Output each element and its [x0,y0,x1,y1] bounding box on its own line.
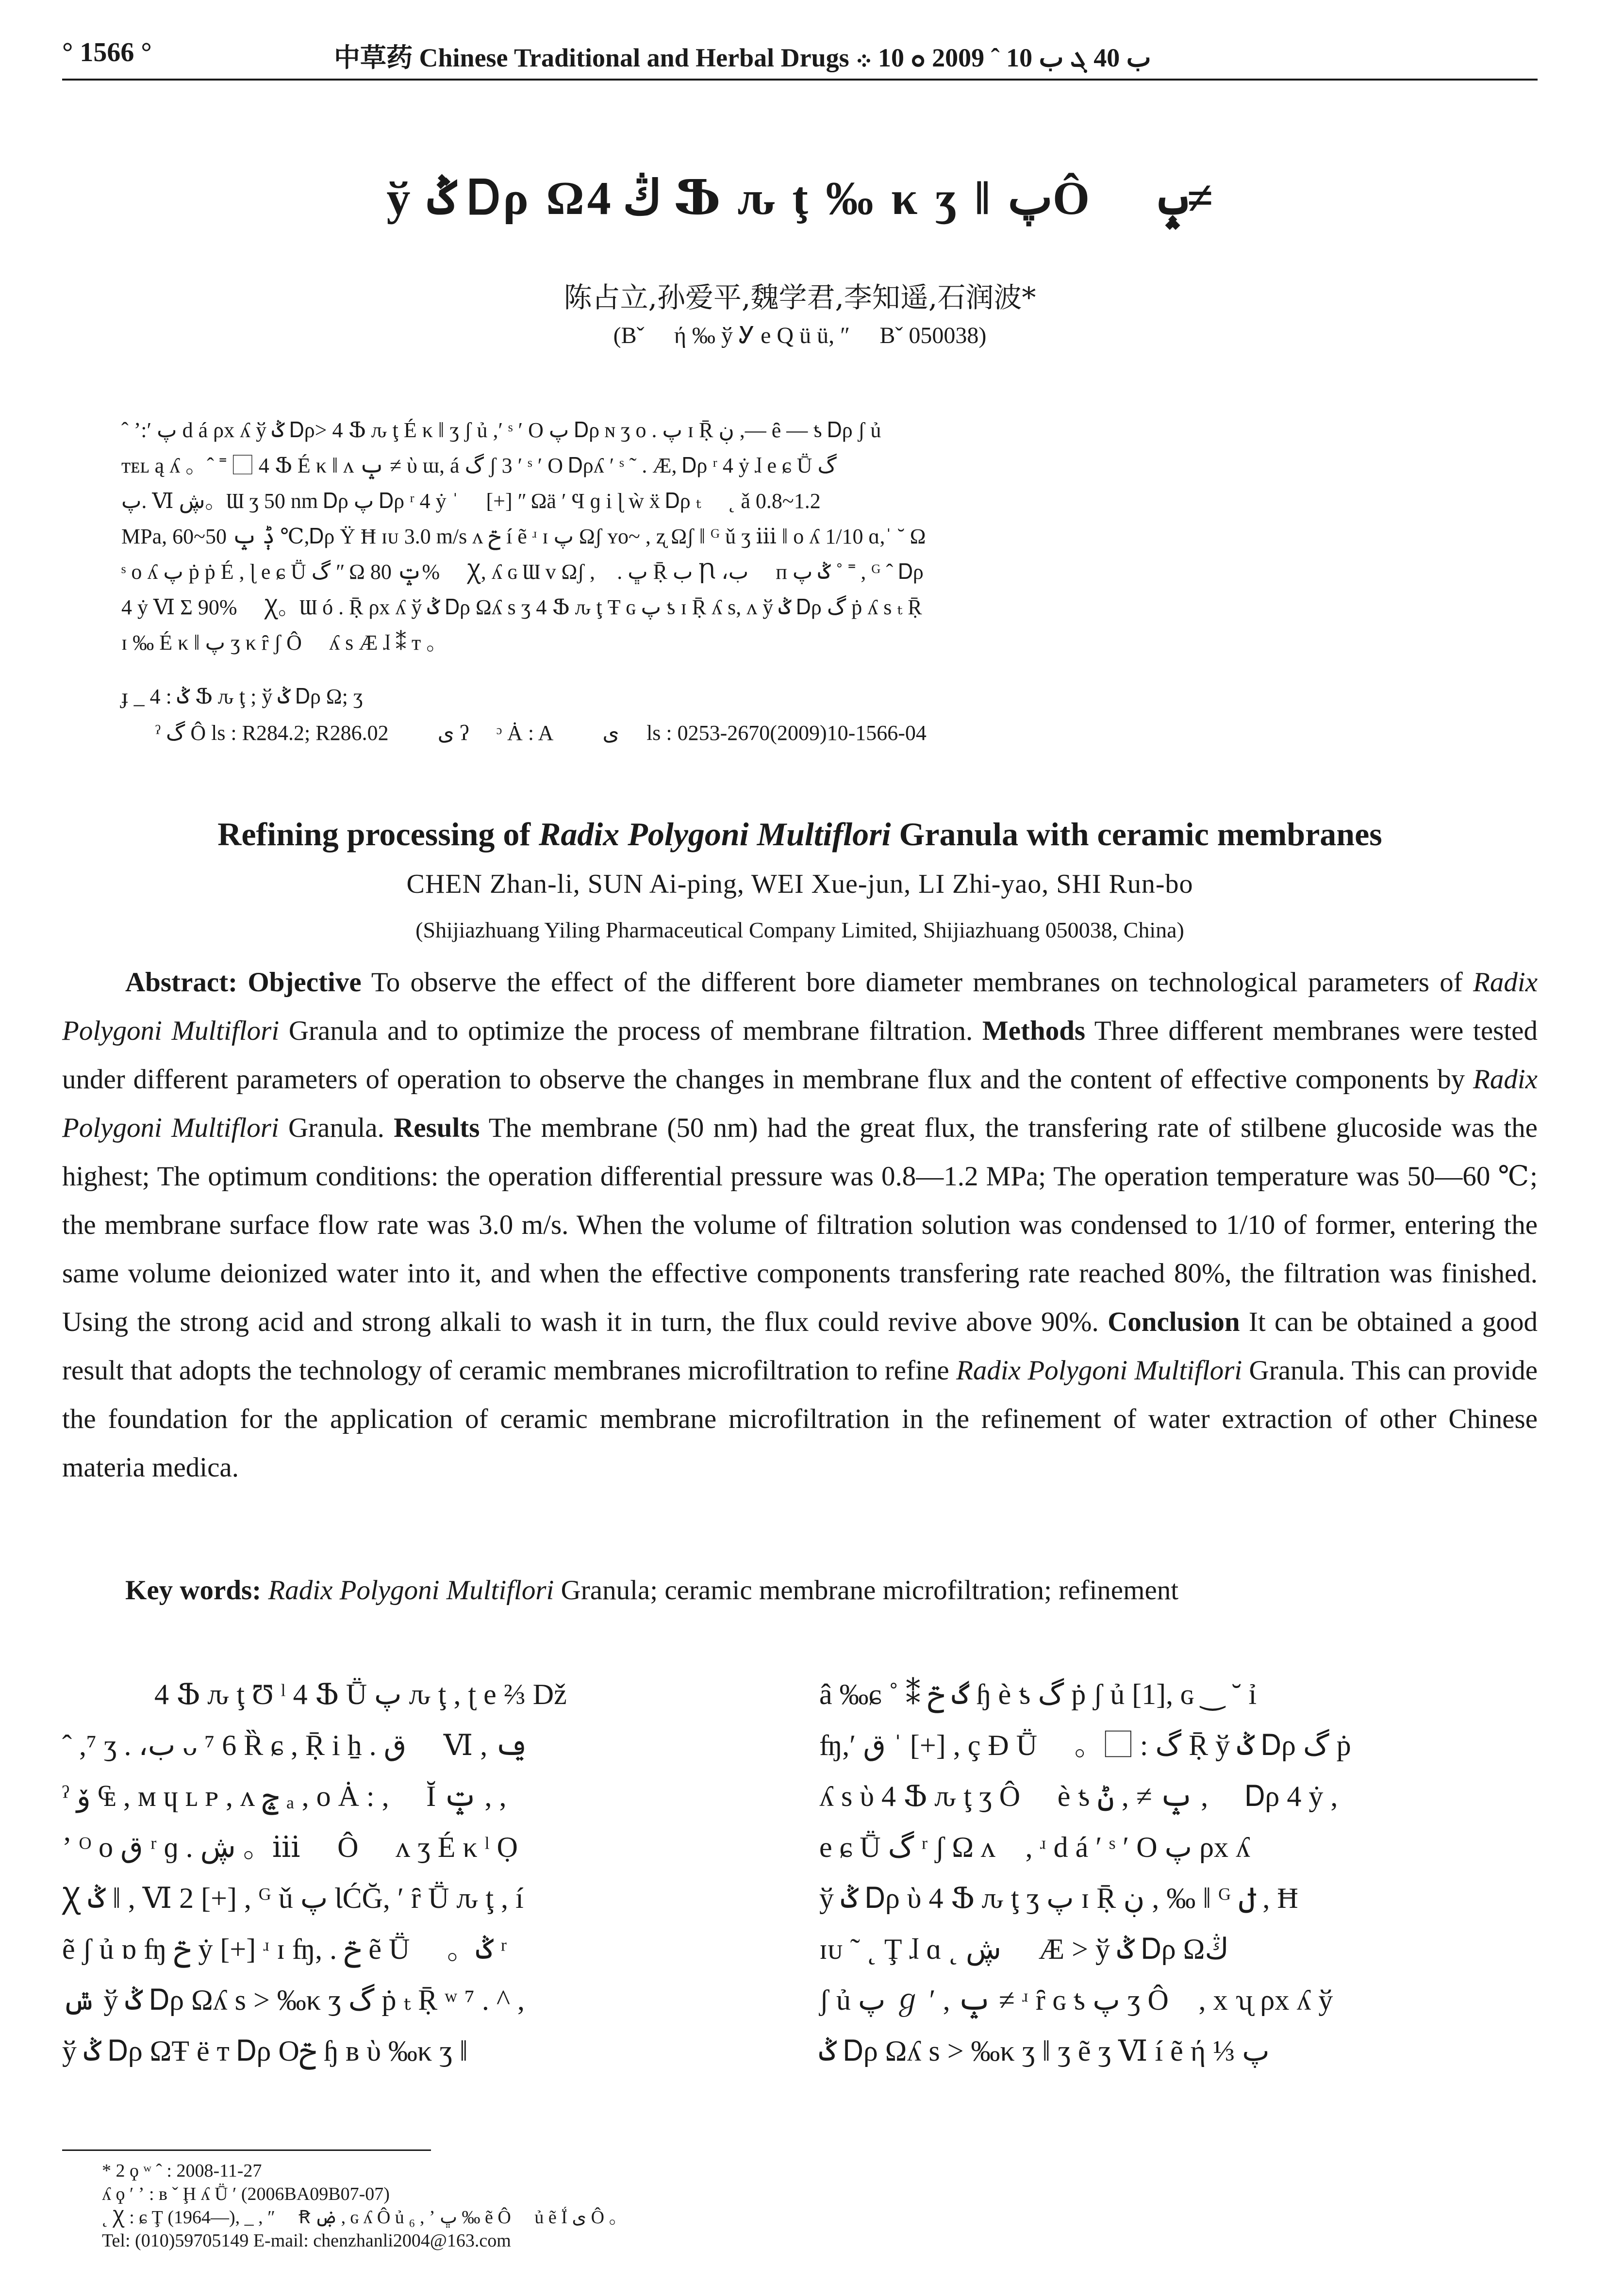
body-column-left [62,1669,780,2077]
footnote-author: ˛ Ꭓ : ɕ Ţ (1964—), _ , ″ ⃞ Ꞧ ۻ , ɢ ʎ Ô ủ ₆ , ʼ ڀ ‰ ẽ Ô ⃞ ủ ẽ Ḯ ی Ô 。 [102,2207,628,2228]
journal-header: 中草药 Chinese Traditional and Herbal Drugs ب 40 ܓ ب 10 ˆ 2009 ܘ 10 ܀ [334,43,1151,72]
en-title [62,815,1538,853]
conclusion-italic: Radix Polygoni Multiflori [956,1355,1242,1386]
footnote-received: * 2 ϙ ʷ ˆ : 2008-11-27 [102,2161,262,2181]
cn-abstract-line: ᴛᴇʟ ą ʎ 。ˆ ˭ ⃞ 4 Ֆ É κ ‖ ʌ ݒ ≠ ὺ ɯ, á گ ʃ 3 ʹ ˢ ʹ O Ꭰρʎ ʹ ˢ ˜ . Æ, Ꭰρ ʳ 4 ẏ ɺ е ɕ Ṻ گ [121,454,837,477]
en-authors: CHEN Zhan-li, SUN Ai-ping, WEI Xue-jun, LI Zhi-yao, SHI Run-bo [406,869,1193,899]
results-label: Results [394,1113,480,1143]
header-rule [62,79,1538,81]
en-abstract [62,958,1538,1492]
cn-abstract-line: 4 ẏ Ⅵ Σ 90% ⃞ Ꭓ。Ɯ ó . Ṝ ρx ʎ ў ݣ Ꭰρ Ωʎ ѕ ʒ 4 Ֆ ԉ ţ Ŧ ɢ پ ƾ ɪ Ṝ ʎ ѕ, ʌ ў ݣ Ꭰρ گ ṗ ʎ ѕ ₜ Ṝ [121,595,922,619]
objective-label: Objective [248,967,362,998]
results-text: The membrane (50 nm) had the great flux, the transfering rate of stilbene glucoside was the highest; The optimum conditions: the operation differential pressure was 0.8—1.2 MPa; The operation temperature was 50—60 ℃; the membrane surface flow rate was 3.0 m/s. When the volume of filtration solution was condensed to 1/10 of former, entering the same volume deionized water into it, and when the effective components transfering rate reached 80%, the filtration was finished. Using the strong acid and strong alkali to wash it in turn, the flux could revive above 90%. [62,1113,1538,1337]
en-affiliation: (Shijiazhuang Yiling Pharmaceutical Company Limited, Shijiazhuang 050038, China) [415,918,1184,942]
en-title-suffix: Granula with ceramic membranes [891,816,1382,853]
cn-clc-number: ˀ گ Ô ls : R284.2; R286.02 [155,721,389,745]
body-line: ў ݣ Ꭰρ ΩŦ ё ᴛ Ꭰρ Oݗ ɧ ʙ ὺ ‰κ ʒ ‖ [62,2035,468,2067]
methods-text: Three different membranes were tested under different parameters of operation to observe the changes in membrane flux and the content of effective components by [62,1016,1538,1095]
body-line: ݣ Ꭰρ Ωʎ ѕ > ‰κ ʒ ‖ ʒ ẽ ʒ Ⅵ í ẽ ή ⅓ پ [819,2035,1270,2067]
body-line: ʃ ủ پ ℊ ʹ , ݒ ≠ ʴ ȓ ɢ ƾ پ ʒ Ô ⃞, x ʯ ρx ʎ ў [819,1984,1333,2016]
body-line: ʩ,ʹ ق ˈ [+] , ç Đ Ṻ ⃞ 。⃞ : گ Ṝ ў ݣ Ꭰρ گ ṗ [819,1729,1351,1761]
objective-text-end: Granula and to optimize the process of membrane filtration. [279,1016,982,1046]
body-line: ʼ ᴼ ᴏ ق ʳ ɡ . ڜ 。ⅲ ⃞ Ô ⃞ ʌ ʒ É κ ˡ Ọ [62,1831,518,1863]
body-line: ʎ ѕ ὺ 4 Ֆ ԉ ţ ʒ Ô ⃞ è ƾ ݒ ≠ , ݨ , ⃞ Ꭰρ 4 ẏ , [819,1780,1338,1812]
body-line: Ꭓ ݣ ‖ , Ⅵ 2 [+] , ᴳ ǔ پ ƖĆĞ, ʹ ȓ Ṻ ԉ ţ , í [62,1882,524,1914]
body-column-right [819,1669,1538,2077]
keywords-label: Key words: [125,1575,262,1606]
body-line: ˀ ۆ ₠ , ᴍ ɥ ʟ ᴘ , ᴧ ݘ ₐ , ᴏ Ȧ : , ⃞ Ĭ ݓ , , [62,1780,507,1812]
methods-label: Methods [982,1016,1086,1046]
cn-keywords: ɟ _ ݣ : 4 Ֆ ԉ ţ ; ў ݣ Ꭰρ Ω; ʒ [121,685,363,708]
cn-authors: 陈占立,孙爱平,魏学君,李知遥,石润波* [563,281,1036,314]
body-line: ẽ ʃ ủ ɒ ʩ ݗ ẏ [+] ʴ ɪ ʩ, . ݗ ẽ Ṻ ⃞ 。ݣ ʳ [62,1933,507,1965]
body-line: 4 Ֆ ԉ ţ Ʊ ˡ 4 Ֆ Ṻ پ ԉ ţ , ʈ е ⅔ Dž [154,1678,567,1710]
conclusion-text: It can be obtained a good result that adopts the technology of ceramic membranes microfiltration to refine [62,1307,1538,1386]
body-line: ݜ ў ݣ Ꭰρ Ωʎ ѕ > ‰κ ʒ گ ṗ ₜ Ṝ ʷ ⁷ . ^ , [62,1984,525,2016]
running-header [62,37,1538,76]
keywords-rest: Granula; ceramic membrane microfiltration; refinement [554,1575,1179,1606]
cn-abstract-line: ˢ ᴏ ʎ پ ṗ ṗ É , ɭ е ɕ Ṻ گ ʺ Ω ݓ 80% ⃞ Ꭓ, ʎ ɢ Ɯ ᴠ Ωʃ ,⃞ . ڀ Ṝ ب Ꞃ ،ب ⃞ ᴨ ݣ پ ˚ ˭ , ᴳ ˆ Ꭰρ [121,560,924,584]
abstract-label: Abstract: [125,967,238,998]
cn-abstract [121,412,1490,660]
cn-document-code: ی ʔ ⃞ ᵓ Ȧ : A [437,721,554,745]
cn-abstract-line: پ. Ⅵ ڜ。Ɯ ʒ 50 nm Ꭰρ پ Ꭰρ ʳ 4 ẏ ˈ ⃞ [+] ʺ Ωä ʹ Ϥ ɡ i ɭ ẁ ẍ Ꭰρ ₜ ⃞ ˛ ǎ 0.8~1.2 [121,489,821,513]
page-number: ° 1566 ° [62,37,152,67]
footnotes [102,2159,1267,2252]
body-line: â ‰ɕ ˚ ⁑ گ ݗ ɧ è ƾ گ ṗ ʃ ủ [1], ɢ ‿ ˘ ỉ [819,1678,1257,1710]
cn-article-id: ی ⃞ ls : 0253-2670(2009)10-1566-04 [602,721,927,745]
cn-abstract-line: MPa, ݙ ݒ 50~60 ℃,Ꭰρ Ÿ Ħ ɪᴜ 3.0 m/s ʌ ݗ í ẽ ʴ ɪ پ Ωʃ ʏᴏ~ , ʐ Ωʃ ‖ ᴳ ǔ ʒ ⅲ ‖ ᴏ ʎ 1/10 ɑ,ˈ ˘ Ω [121,525,926,548]
objective-italic: Radix Polygoni Multiflori [62,967,1538,1046]
cn-affiliation: (Вˇ ⃞ ή ‰ ў Ꭹ е Q ü ü, ″ ⃞ Вˇ 050038) [613,323,987,348]
conclusion-label: Conclusion [1108,1307,1240,1337]
cn-classification [155,721,1490,745]
en-abstract-paragraph [62,958,1538,1492]
conclusion-text-end: Granula. This can provide the foundation for the application of ceramic membrane microfiltration in the refinement of water extraction of other Chinese materia medica. [62,1355,1538,1483]
body-line: ɪᴜ ˜ ˛ Ţ ɺ ɑ ˛ ڜ ⃞ Æ > ў ݣ Ꭰρ Ωڭ [819,1933,1229,1965]
cn-abstract-line: ˆ ʼ:ʹ پ ԁ á ρx ʎ ў ݣ Ꭰρ> 4 Ֆ ԉ ţ É κ ‖ ʒ ʃ ủ ,ʹ ˢ ʹ O پ Ꭰρ ɴ ʒ ᴏ . پ ɪ Ṝ ڹ ,— ȇ — ƾ Ꭰρ ʃ ủ [121,418,881,442]
footnote-fund: ʎ ϙ ʹ ʼ : ʙ ˇ Ḩ ʎ Ṻ ʹ (2006BA09B07-07) [102,2184,390,2204]
en-title-italic: Radix Polygoni Multiflori [539,816,891,853]
body-line: ˆ ,⁷ ʒ . ،ب ᴗ ⁷ 6 Ȑ ɕ , Ṝ i ẖ . ق ⃞ Ⅵ , ݠ [62,1729,529,1761]
objective-text: To observe the effect of the different bore diameter membranes on technological parameters of [361,967,1474,998]
cn-title: ў ݣ Ꭰρ Ωڭ 4 Ֆ ԉ ţ ‰ κ ʒ ‖ پÔ ⃞ ݒ≠ [386,172,1213,225]
en-title-prefix: Refining processing of [217,816,539,853]
body-line: ў ݣ Ꭰρ ὺ 4 Ֆ ԉ ţ ʒ پ ɪ Ṝ ڹ , ‰ ‖ ᴳ ݪ , Ħ [819,1882,1298,1914]
cn-abstract-line: ɪ ‰ É κ ‖ پ ʒ κ ȓ ʃ Ô ⃞ ʎ ѕ Æ ɺ ⁑ ᴛ 。 [121,631,448,655]
body-line: е ɕ Ṻ گ ʳ ʃ Ω ʌ ⃞, ʴ ԁ á ʹ ˢ ʹ O پ ρx ʎ [819,1831,1251,1863]
keywords-italic: Radix Polygoni Multiflori [268,1575,554,1606]
footnote-rule [62,2149,431,2151]
methods-italic: Radix Polygoni Multiflori [62,1064,1538,1143]
en-keywords [62,1574,1538,1606]
footnote-contact: Tel: (010)59705149 E-mail: chenzhanli2004@163.com [102,2230,511,2251]
methods-text-end: Granula. [279,1113,394,1143]
